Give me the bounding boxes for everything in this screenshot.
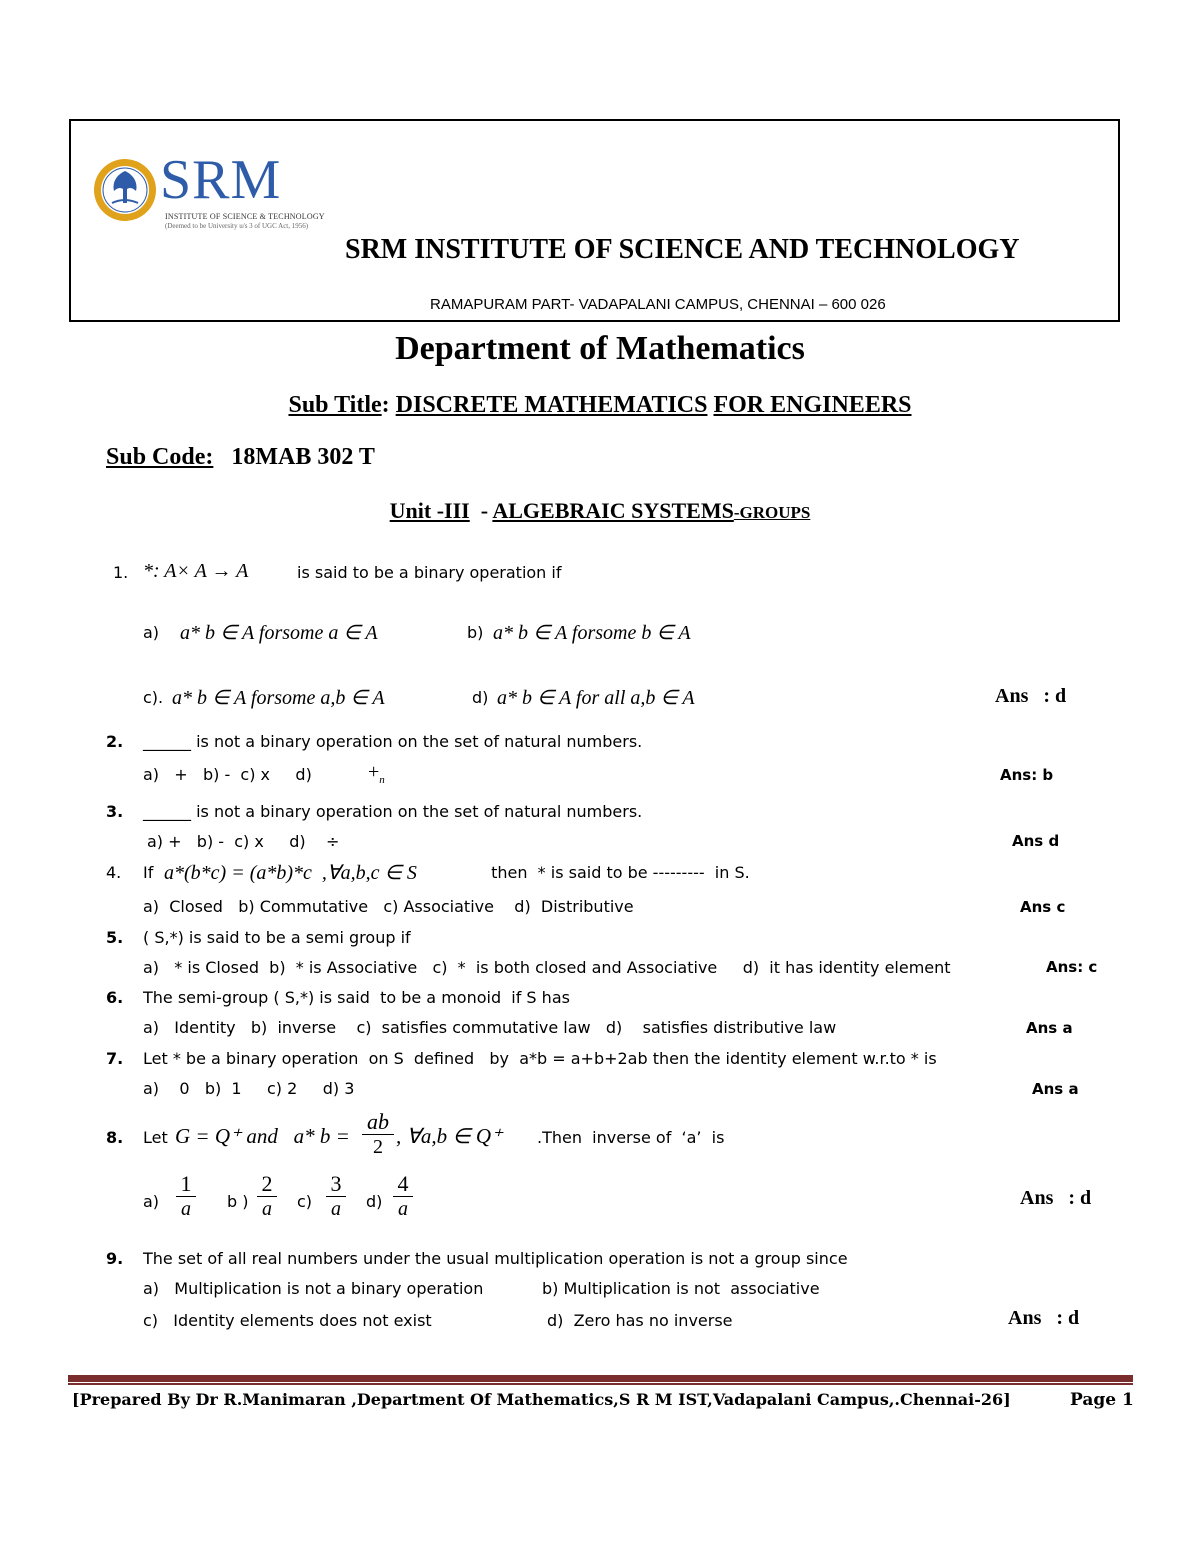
q8-option-c-label: c) [297,1192,313,1211]
q8-math-left: G = Q⁺ and a* b = [175,1124,350,1148]
q2-option-d-math [368,761,385,786]
sub-code-value: 18MAB 302 T [231,444,375,470]
unit-label: Unit -III [389,498,470,523]
q1-option-d-label: d) [472,688,489,707]
campus-address: RAMAPURAM PART- VADAPALANI CAMPUS, CHENNAI – 600 026 [430,296,886,313]
q8-option-b [257,1172,277,1221]
q7-number: 7. [106,1049,124,1068]
q1-stem-text: is said to be a binary operation if [297,563,562,582]
q4-number: 4. [106,863,122,882]
department-title: Department of Mathematics [395,330,805,367]
q8-math-right: , ∀a,b ∈ Q⁺ [396,1124,503,1148]
footer-rule-thick [68,1375,1133,1382]
q2-option-d-sub: n [379,774,385,786]
q8-answer: Ans : d [1020,1187,1092,1209]
q1-option-b: a* b ∈ A forsome b ∈ A [493,622,691,644]
q8-option-d-label: d) [366,1192,383,1211]
q9-answer: Ans : d [1008,1307,1080,1329]
sub-title-label: Sub Title [288,392,382,418]
sub-title-value-1: DISCRETE MATHEMATICS [395,392,708,418]
unit-title: ALGEBRAIC SYSTEMS [492,498,734,523]
q5-answer: Ans: c [1046,958,1098,976]
q8-option-d-den: a [398,1198,408,1220]
q8-fraction-numerator: ab [367,1109,389,1134]
q6-number: 6. [106,988,124,1007]
q3-answer: Ans d [1012,832,1060,850]
logo-deemed-note: (Deemed to be University u/s 3 of UGC Act, 1956) [165,222,309,230]
q2-options: a) + b) - c) x d) [143,765,312,784]
q4-math: a*(b*c) = (a*b)*c ,∀a,b,c ∈ S [164,862,417,884]
q8-pre: Let [143,1128,168,1147]
q7-answer: Ans a [1032,1080,1079,1098]
page-number: Page 1 [1070,1390,1134,1410]
q8-option-c [326,1172,346,1221]
q8-option-d-num: 4 [397,1171,409,1196]
q9-option-b: b) Multiplication is not associative [542,1279,820,1298]
q4-options: a) Closed b) Commutative c) Associative d) Distributive [143,897,634,916]
footer-credit: [Prepared By Dr R.Manimaran ,Department Of Mathematics,S R M IST,Vadapalani Campus,.Chennai-26] [72,1390,1011,1409]
q1-option-b-label: b) [467,623,484,642]
q8-option-b-den: a [262,1198,272,1220]
footer-rule-thin [68,1383,1133,1385]
sub-title-value-2: FOR ENGINEERS [713,392,912,418]
q1-option-a: a* b ∈ A forsome a ∈ A [180,622,378,644]
q3-number: 3. [106,802,124,821]
srm-seal-icon [92,157,158,223]
q2-number: 2. [106,732,124,751]
q1-number: 1. [113,563,129,582]
q4-answer: Ans c [1020,898,1066,916]
q7-options: a) 0 b) 1 c) 2 d) 3 [143,1079,355,1098]
q3-text: ______ is not a binary operation on the set of natural numbers. [143,802,643,821]
q8-number: 8. [106,1128,124,1147]
sub-code-label: Sub Code: [106,444,214,470]
q4-post: then * is said to be --------- in S. [486,863,750,882]
institute-name: SRM INSTITUTE OF SCIENCE AND TECHNOLOGY [345,234,1020,265]
q2-option-d-symbol: + [368,761,380,783]
q1-answer: Ans : d [995,685,1067,707]
q8-option-a-den: a [181,1198,191,1220]
srm-logo-text: SRM [160,149,282,211]
q5-options: a) * is Closed b) * is Associative c) * is both closed and Associative d) it has identity element [143,958,951,977]
q9-text: The set of all real numbers under the usual multiplication operation is not a group since [143,1249,848,1268]
q9-option-a: a) Multiplication is not a binary operation [143,1279,484,1298]
q3-options: a) + b) - c) x d) ÷ [147,832,340,851]
q8-option-d [393,1172,413,1221]
q8-option-a-num: 1 [180,1171,192,1196]
q1-option-c: a* b ∈ A forsome a,b ∈ A [172,687,385,709]
q8-option-c-num: 3 [330,1171,342,1196]
q1-stem-math: *: A× A → A [143,560,249,582]
q8-option-b-label: b ) [227,1192,249,1211]
q8-option-c-den: a [331,1198,341,1220]
q2-answer: Ans: b [1000,766,1054,784]
unit-dash: - [469,498,493,523]
q4-pre: If [143,863,154,882]
q1-option-d: a* b ∈ A for all a,b ∈ A [497,687,695,709]
q7-text: Let * be a binary operation on S defined by a*b = a+b+2ab then the identity element w.r.to * is [143,1049,937,1068]
q9-option-d: d) Zero has no inverse [547,1311,733,1330]
q6-text: The semi-group ( S,*) is said to be a monoid if S has [143,988,570,1007]
q1-option-c-label: c). [143,688,164,707]
q1-option-a-label: a) [143,623,160,642]
q5-number: 5. [106,928,124,947]
q8-option-a-label: a) [143,1192,160,1211]
sub-title-sep: : [381,392,396,418]
q8-fraction-denominator: 2 [373,1136,383,1158]
q5-text: ( S,*) is said to be a semi group if [143,928,411,947]
q2-text: ______ is not a binary operation on the set of natural numbers. [143,732,643,751]
q6-answer: Ans a [1026,1019,1073,1037]
q9-number: 9. [106,1249,124,1268]
q6-options: a) Identity b) inverse c) satisfies commutative law d) satisfies distributive law [143,1018,837,1037]
subject-title [0,392,1200,419]
unit-suffix: -GROUPS [733,503,811,522]
q8-option-a [176,1172,196,1221]
q8-option-b-num: 2 [261,1171,273,1196]
unit-heading [0,498,1200,524]
q8-post: .Then inverse of ‘a’ is [537,1128,725,1147]
logo-subtitle: INSTITUTE OF SCIENCE & TECHNOLOGY [165,212,325,221]
q9-option-c: c) Identity elements does not exist [143,1311,432,1330]
subject-code [106,444,375,471]
q8-fraction [362,1110,394,1159]
